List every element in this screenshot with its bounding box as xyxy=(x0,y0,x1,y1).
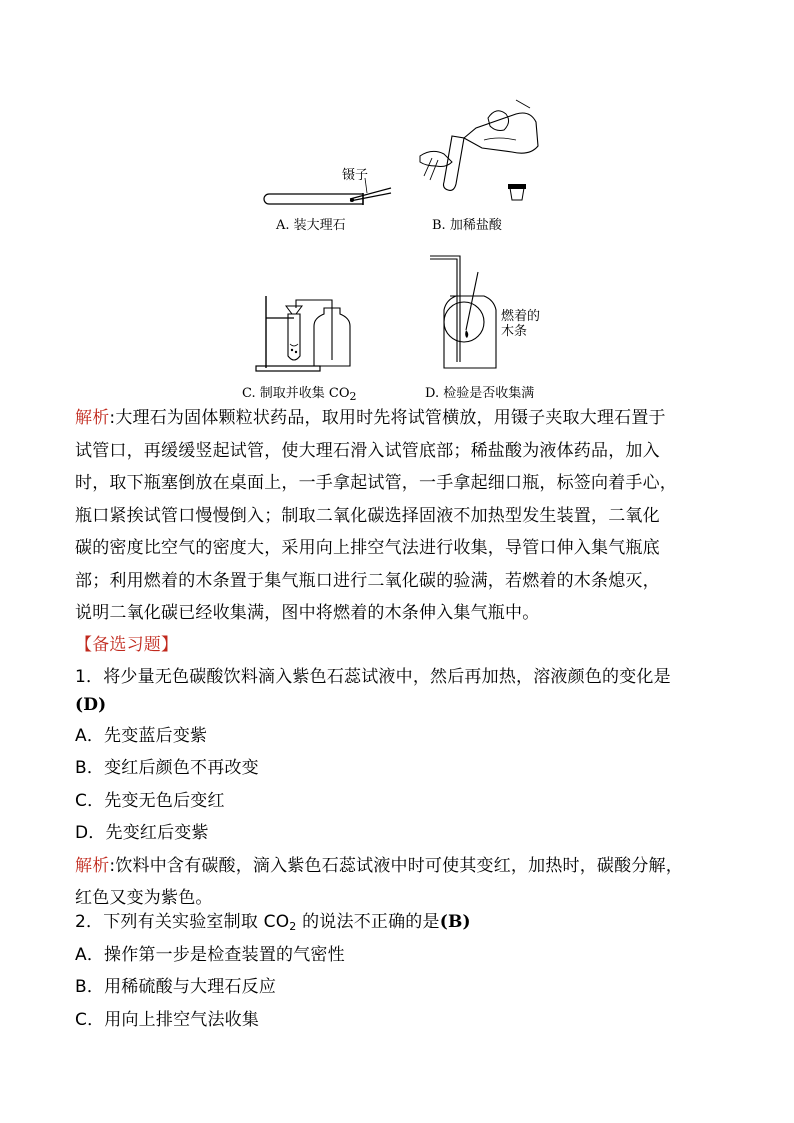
figure-d-diagram xyxy=(426,252,508,376)
analysis-line-2: 试管口，再缓缓竖起试管，使大理石滑入试管底部；稀盐酸为液体药品，加入 xyxy=(75,440,660,461)
q2-stem-post: 的说法不正确的是 xyxy=(296,912,440,932)
figure-d-stick-label-2: 木条 xyxy=(501,324,528,339)
section-title-block xyxy=(75,629,725,662)
analysis-line-6: 部；利用燃着的木条置于集气瓶口进行二氧化碳的验满，若燃着的木条熄灭， xyxy=(75,570,660,591)
figure-a-diagram xyxy=(255,160,395,210)
analysis-line-4: 瓶口紧挨试管口慢慢倒入；制取二氧化碳选择固液不加热型发生装置，二氧化 xyxy=(75,505,660,526)
q1-option-c: C．先变无色后变红 xyxy=(75,790,225,811)
q2-option-b: B．用稀硫酸与大理石反应 xyxy=(75,977,277,997)
analysis-text: :大理石为固体颗粒状药品，取用时先将试管横放，用镊子夹取大理石置于 xyxy=(109,408,666,428)
q1-analysis-line-2: 红色又变为紫色。 xyxy=(75,888,213,908)
section-title: 【备选习题】 xyxy=(75,635,179,655)
analysis-tag: 解析 xyxy=(75,408,110,428)
figure-c-caption xyxy=(242,382,357,401)
analysis-line-5: 碳的密度比空气的密度大，采用向上排空气法进行收集，导管口伸入集气瓶底 xyxy=(75,538,660,558)
q1-analysis-text: :饮料中含有碳酸，滴入紫色石蕊试液中时可使其变红，加热时，碳酸分解， xyxy=(109,855,683,876)
figure-a-tweezers-label: 镊子 xyxy=(342,168,369,183)
q1-analysis-tag: 解析 xyxy=(75,855,110,876)
q1-option-b: B．变红后颜色不再改变 xyxy=(75,758,259,778)
analysis-line-1 xyxy=(75,402,725,435)
figure-d-caption: D. 检验是否收集满 xyxy=(425,386,535,401)
figure-b-caption: B. 加稀盐酸 xyxy=(432,218,502,233)
question-2 xyxy=(75,906,725,1036)
figure-c-diagram xyxy=(250,292,360,374)
figure-a-caption: A. 装大理石 xyxy=(276,218,346,233)
q1-option-d: D．先变红后变紫 xyxy=(75,823,209,843)
q2-option-a: A．操作第一步是检查装置的气密性 xyxy=(75,944,345,965)
q1-analysis-line-1 xyxy=(75,850,735,883)
q1-answer: (D) xyxy=(75,694,107,715)
q1-option-a: A．先变蓝后变紫 xyxy=(75,725,208,746)
figure-c-caption-sub: 2 xyxy=(349,390,357,403)
analysis-line-7: 说明二氧化碳已经收集满，图中将燃着的木条伸入集气瓶中。 xyxy=(75,603,540,623)
q2-stem-sub: 2 xyxy=(289,920,297,933)
analysis-line-3: 时，取下瓶塞倒放在桌面上，一手拿起试管，一手拿起细口瓶，标签向着手心， xyxy=(75,473,677,493)
q1-stem: 1．将少量无色碳酸饮料滴入紫色石蕊试液中，然后再加热，溶液颜色的变化是 xyxy=(75,667,671,687)
question-1 xyxy=(75,661,735,915)
analysis-block-1 xyxy=(75,402,725,630)
q2-answer: (B) xyxy=(439,912,471,932)
q2-option-c: C．用向上排空气法收集 xyxy=(75,1009,260,1030)
q2-stem xyxy=(75,906,725,939)
q2-stem-pre: 2．下列有关实验室制取 CO xyxy=(75,912,290,932)
figure-c-caption-text: C. 制取并收集 CO xyxy=(242,386,350,401)
figure-d-stick-label-1: 燃着的 xyxy=(501,309,541,324)
figure-b-diagram xyxy=(412,96,544,206)
